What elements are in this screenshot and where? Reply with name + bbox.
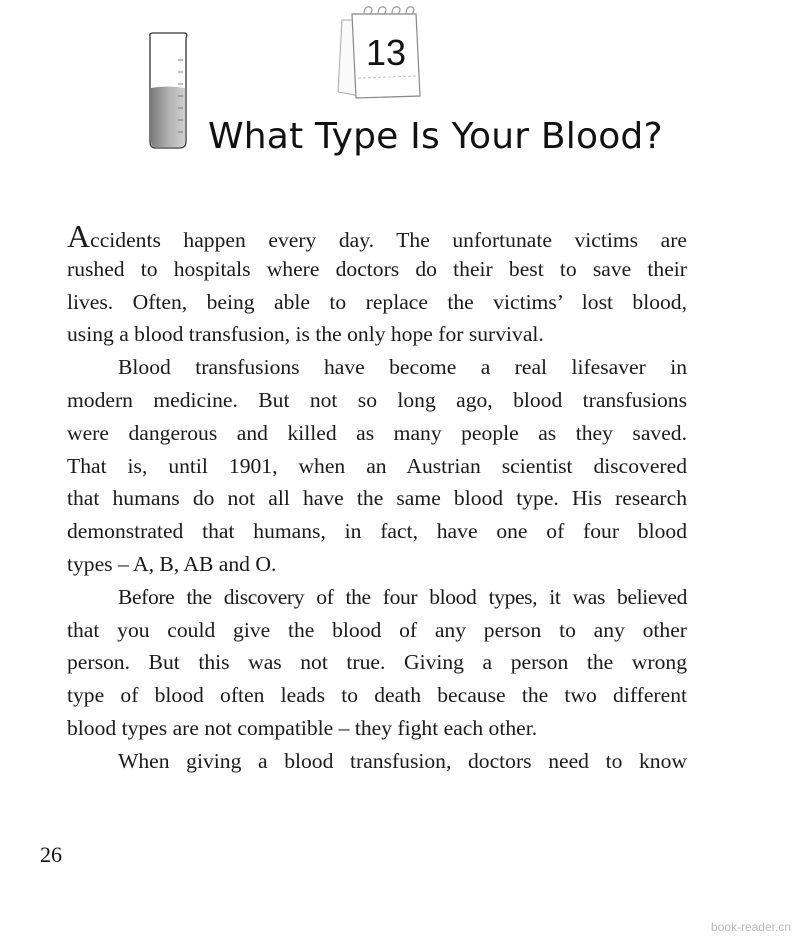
text-line: Blood transfusions have become a real lifesaver in (118, 355, 687, 380)
paragraph-2 (67, 351, 687, 581)
text-line: lives. Often, being able to replace the victims’ lost blood, (67, 289, 687, 314)
text-line: rushed to hospitals where doctors do their best to save their (67, 256, 687, 281)
text-line: were dangerous and killed as many people as they saved. (67, 420, 687, 445)
text-line: type of blood often leads to death because the two different (67, 683, 687, 708)
text-line: demonstrated that humans, in fact, have one of four blood (67, 519, 687, 544)
paragraph-1 (67, 220, 687, 351)
text-line: that humans do not all have the same blood type. His research (67, 486, 687, 511)
text-line: types – A, B, AB and O. (67, 551, 277, 576)
beaker-icon (145, 30, 191, 152)
text-line: modern medicine. But not so long ago, blood transfusions (67, 387, 687, 412)
text-line: Accidents happen every day. The unfortunate victims are (67, 218, 687, 254)
text-line: that you could give the blood of any person to any other (67, 617, 687, 642)
text-line: When giving a blood transfusion, doctors need to know (118, 748, 687, 773)
text-line: blood types are not compatible – they fight each other. (67, 715, 538, 740)
watermark: book-reader.cn (710, 920, 791, 934)
chapter-body (67, 220, 687, 778)
paragraph-4 (67, 745, 687, 778)
chapter-title: What Type Is Your Blood? (208, 116, 663, 157)
page-number: 26 (40, 842, 62, 867)
text-line: That is, until 1901, when an Austrian scientist discovered (67, 453, 687, 478)
chapter-number: 13 (365, 32, 407, 73)
text-line: Before the discovery of the four blood types, it was believed (118, 584, 687, 609)
text-line: person. But this was not true. Giving a person the wrong (67, 650, 687, 675)
drop-cap: A (67, 218, 91, 254)
paragraph-3 (67, 581, 687, 745)
text-line: using a blood transfusion, is the only hope for survival. (67, 322, 544, 347)
